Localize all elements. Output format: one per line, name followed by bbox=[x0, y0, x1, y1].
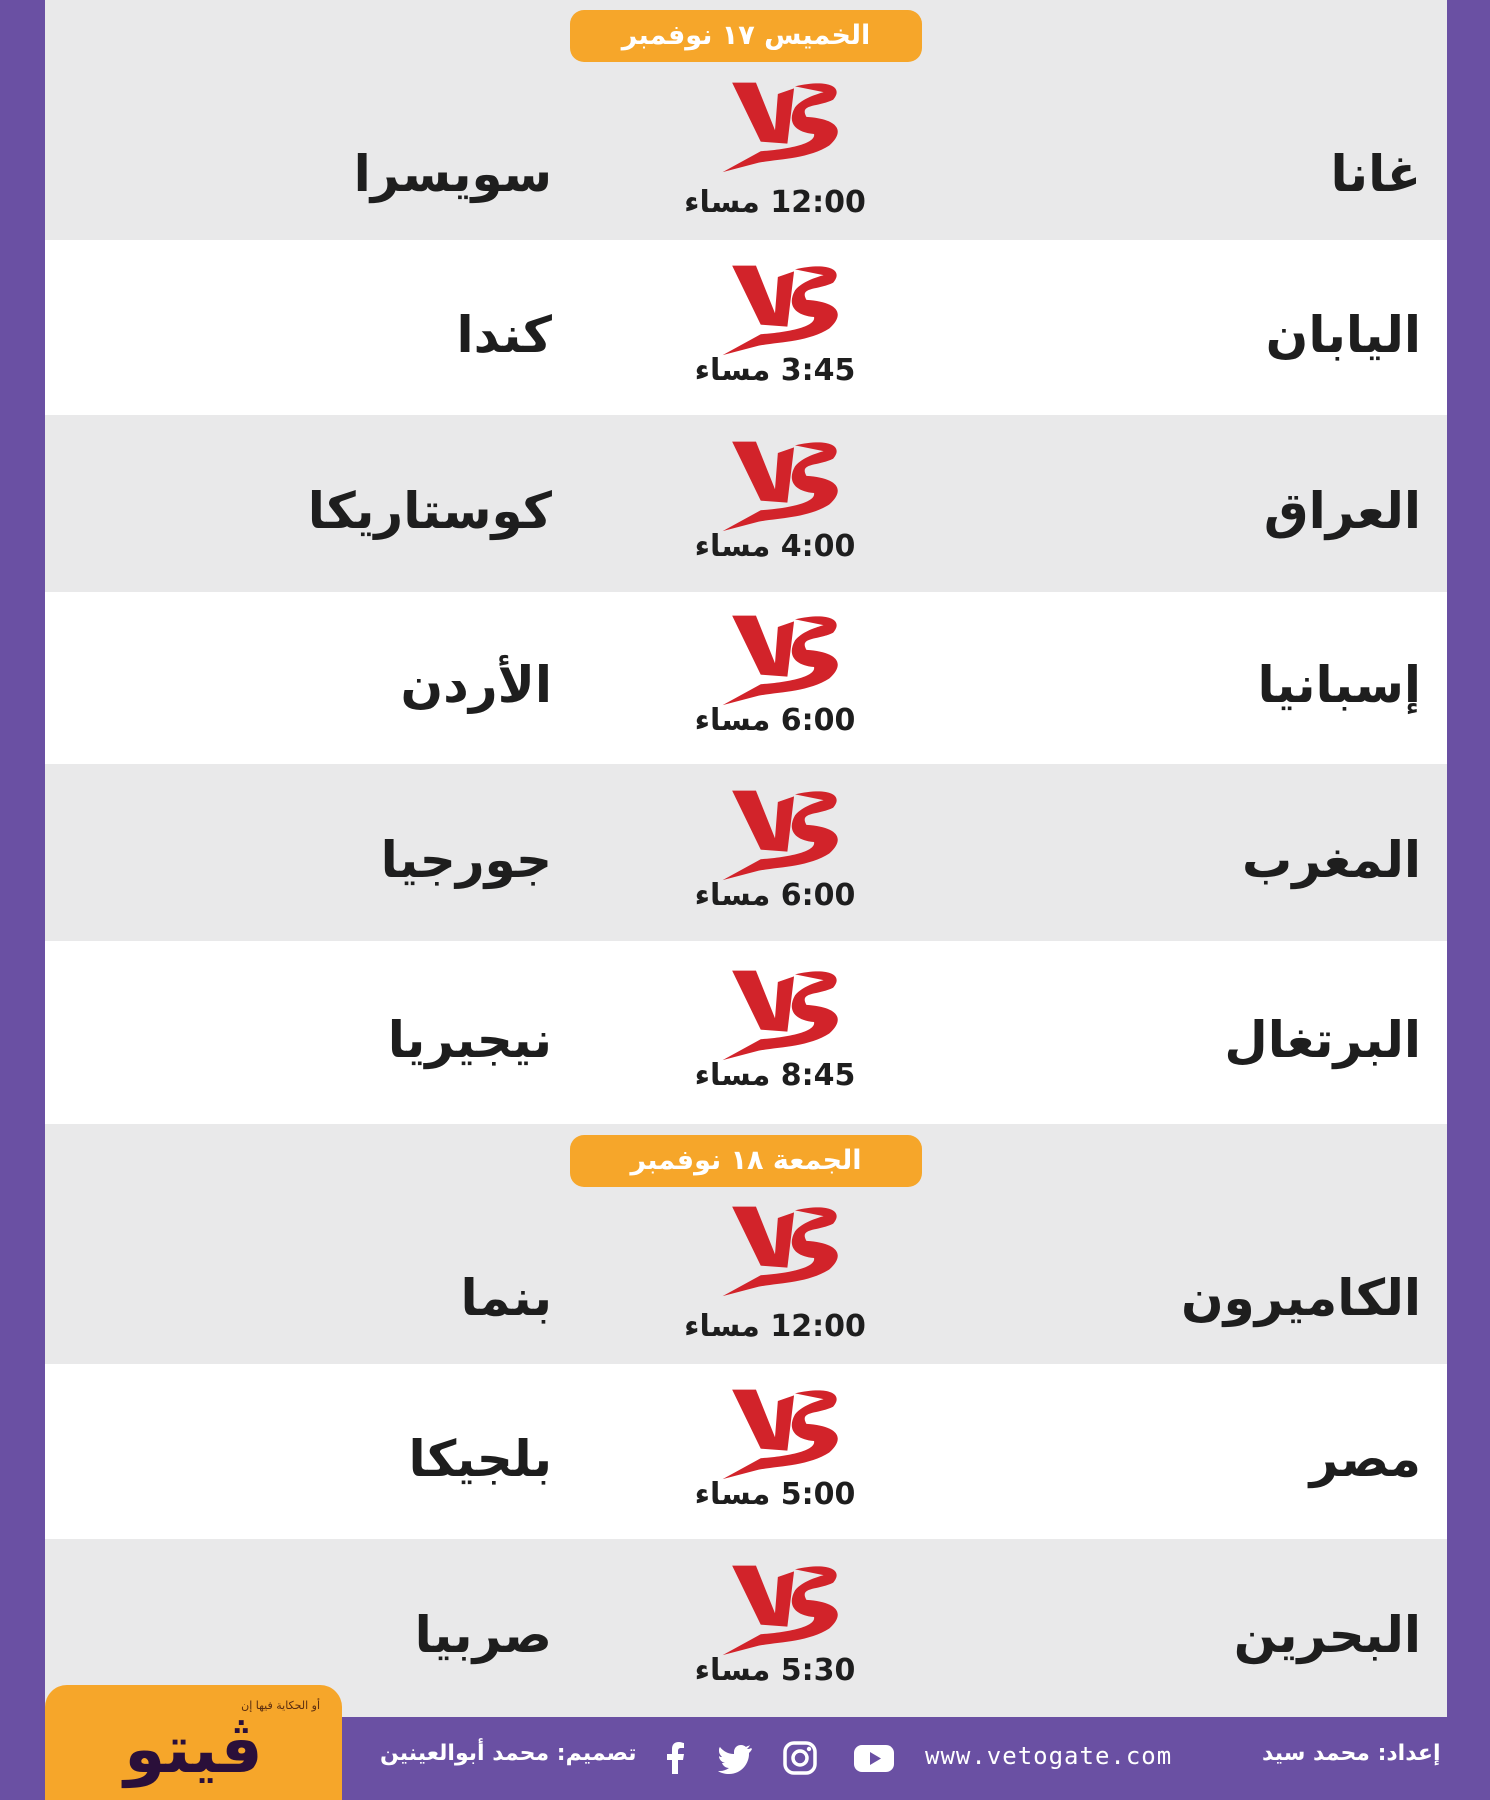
home-team: الكاميرون bbox=[1181, 1269, 1421, 1327]
kickoff-time bbox=[645, 878, 905, 913]
vs-icon bbox=[700, 1199, 850, 1299]
kickoff-time bbox=[645, 529, 905, 564]
away-team: صربيا bbox=[414, 1606, 552, 1664]
kickoff-period: مساء bbox=[694, 1057, 771, 1093]
vs-icon bbox=[700, 963, 850, 1063]
match-row bbox=[45, 592, 1447, 764]
away-team: نيجيريا bbox=[387, 1010, 552, 1069]
away-team: جورجيا bbox=[380, 830, 552, 889]
vs-icon bbox=[700, 75, 850, 175]
away-team: بنما bbox=[460, 1269, 552, 1327]
match-row bbox=[45, 1364, 1447, 1539]
kickoff-clock: 8:45 bbox=[780, 1057, 856, 1093]
vs-icon bbox=[700, 783, 850, 883]
away-team: الأردن bbox=[400, 656, 552, 714]
match-row bbox=[45, 240, 1447, 415]
kickoff-clock: 5:00 bbox=[780, 1476, 856, 1512]
kickoff-time bbox=[645, 1058, 905, 1093]
home-team: مصر bbox=[1309, 1429, 1421, 1488]
logo-tagline: أو الحكاية فيها إن bbox=[241, 1699, 320, 1712]
youtube-icon[interactable] bbox=[853, 1740, 895, 1776]
day-header-pill: الخميس ١٧ نوفمبر bbox=[570, 10, 922, 62]
logo-wordmark: ڤيتو bbox=[124, 1711, 263, 1788]
kickoff-time bbox=[645, 703, 905, 738]
schedule-sheet bbox=[45, 0, 1447, 1717]
kickoff-period: مساء bbox=[684, 1309, 760, 1344]
vs-icon bbox=[700, 258, 850, 358]
away-team: سويسرا bbox=[353, 145, 552, 203]
twitter-icon[interactable] bbox=[717, 1740, 753, 1776]
home-team: اليابان bbox=[1265, 305, 1421, 364]
prepared-credit: إعداد: محمد سيد bbox=[1262, 1741, 1441, 1766]
vs-icon bbox=[700, 434, 850, 534]
day-header-pill: الجمعة ١٨ نوفمبر bbox=[570, 1135, 922, 1187]
kickoff-time bbox=[645, 1653, 905, 1688]
kickoff-period: مساء bbox=[694, 528, 771, 564]
veto-logo[interactable] bbox=[45, 1685, 342, 1800]
kickoff-period: مساء bbox=[694, 1653, 771, 1688]
design-credit: تصميم: محمد أبوالعينين bbox=[380, 1741, 637, 1766]
kickoff-clock: 12:00 bbox=[770, 185, 866, 220]
kickoff-time bbox=[645, 1477, 905, 1512]
away-team: بلجيكا bbox=[408, 1429, 552, 1488]
vs-icon bbox=[700, 1558, 850, 1658]
away-team: كوستاريكا bbox=[307, 481, 552, 540]
kickoff-clock: 6:00 bbox=[780, 877, 856, 913]
home-team: البحرين bbox=[1233, 1606, 1421, 1664]
instagram-icon[interactable] bbox=[782, 1740, 818, 1776]
away-team: كندا bbox=[456, 305, 552, 364]
match-row bbox=[45, 764, 1447, 941]
kickoff-clock: 4:00 bbox=[780, 528, 856, 564]
home-team: إسبانيا bbox=[1257, 656, 1421, 714]
kickoff-clock: 6:00 bbox=[780, 703, 856, 738]
kickoff-period: مساء bbox=[694, 703, 771, 738]
kickoff-time bbox=[645, 185, 905, 220]
vs-icon bbox=[700, 1382, 850, 1482]
website-url[interactable]: www.vetogate.com bbox=[925, 1742, 1173, 1770]
kickoff-period: مساء bbox=[694, 1476, 771, 1512]
home-team: غانا bbox=[1330, 145, 1421, 203]
kickoff-time bbox=[645, 353, 905, 388]
kickoff-clock: 5:30 bbox=[780, 1653, 856, 1688]
kickoff-time bbox=[645, 1309, 905, 1344]
kickoff-period: مساء bbox=[694, 877, 771, 913]
home-team: المغرب bbox=[1241, 830, 1421, 889]
kickoff-clock: 12:00 bbox=[770, 1309, 866, 1344]
match-row bbox=[45, 415, 1447, 592]
facebook-icon[interactable] bbox=[658, 1740, 694, 1776]
home-team: البرتغال bbox=[1224, 1010, 1421, 1069]
match-row bbox=[45, 941, 1447, 1124]
kickoff-period: مساء bbox=[684, 185, 760, 220]
home-team: العراق bbox=[1263, 481, 1421, 540]
kickoff-period: مساء bbox=[694, 352, 771, 388]
vs-icon bbox=[700, 608, 850, 708]
kickoff-clock: 3:45 bbox=[780, 352, 856, 388]
